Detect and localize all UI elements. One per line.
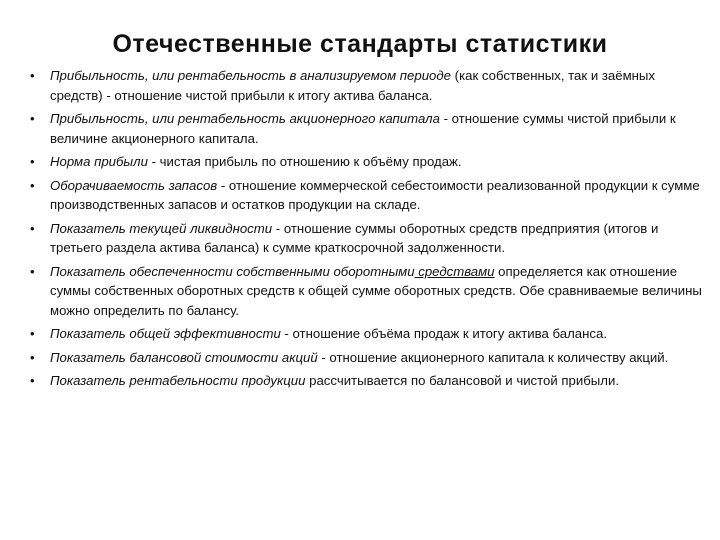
list-item [30, 371, 702, 391]
definition-text: - отношение коммерческой себестоимости реализованной продукции к сумме производственных запасов и остатков продукции на складе. [50, 177, 700, 212]
definition-text: - отношение суммы чистой прибыли к величине акционерного капитала. [50, 111, 676, 146]
list-item [30, 176, 702, 215]
list-item [30, 152, 702, 172]
bullet-icon: • [30, 263, 35, 279]
term-text: Прибыльность, или рентабельность акционерного капитала [50, 111, 440, 126]
definition-text: - отношение акционерного капитала к количеству акций. [317, 349, 669, 365]
definition-text: - чистая прибыль по отношению к объёму продаж. [147, 154, 462, 169]
term-text: Показатель текущей ликвидности [50, 220, 273, 236]
list-item [30, 66, 702, 105]
bullet-icon: • [30, 177, 35, 193]
bullet-icon: • [30, 373, 35, 388]
list-item [30, 348, 702, 368]
list-item [30, 324, 702, 344]
bullet-icon: • [30, 111, 35, 126]
definition-text: - отношение суммы оборотных средств предприятия (итогов и третьего раздела актива баланса) к сумме краткосрочной задолженности. [50, 220, 659, 255]
term-text-underlined: средствами [414, 263, 495, 279]
term-text: Показатель общей эффективности [50, 326, 281, 341]
definition-text: - отношение объёма продаж к итогу актива баланса. [280, 326, 607, 341]
term-text: Оборачиваемость запасов [50, 177, 218, 193]
definition-text: рассчитывается по балансовой и чистой прибыли. [305, 373, 620, 388]
bullet-icon: • [30, 154, 35, 169]
list-item [30, 109, 702, 148]
bullet-icon: • [30, 349, 35, 365]
slide-title: Отечественные стандарты статистики [112, 30, 608, 58]
bullet-icon: • [30, 220, 35, 236]
definition-text: определяется как отношение суммы собственных оборотных средств к общей сумме оборотных средств. Обе сравниваемые величины можно определить по балансу. [50, 263, 702, 318]
definition-text: (как собственных, так и заёмных средств) - отношение чистой прибыли к итогу актива баланса. [50, 68, 655, 103]
bullet-icon: • [30, 326, 35, 341]
bullet-list [30, 66, 702, 395]
bullet-icon: • [30, 68, 35, 83]
term-text: Показатель обеспеченности собственными оборотными [50, 263, 415, 279]
term-text: Прибыльность, или рентабельность в анализируемом периоде [50, 68, 452, 83]
term-text: Показатель рентабельности продукции [50, 373, 306, 388]
list-item [30, 219, 702, 258]
term-text: Норма прибыли [50, 154, 148, 169]
list-item [30, 262, 702, 321]
term-text: Показатель балансовой стоимости акций [50, 349, 318, 365]
